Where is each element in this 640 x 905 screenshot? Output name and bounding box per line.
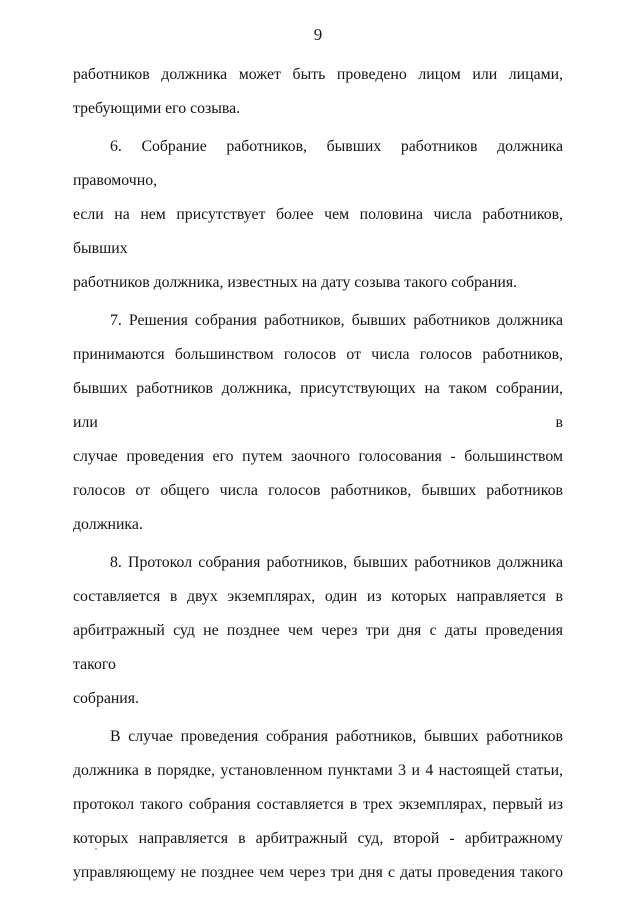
text-line: работников должника может быть проведено лицом или лицами, bbox=[73, 66, 563, 83]
paragraph bbox=[73, 130, 563, 300]
text-line: требующими его созыва. bbox=[73, 100, 241, 117]
text-line: должника. bbox=[73, 516, 143, 533]
text-line: арбитражный суд не позднее чем через три дня с даты проведения такого bbox=[73, 622, 563, 673]
text-line: собрания. bbox=[73, 690, 139, 707]
scan-artifact-dot bbox=[95, 848, 97, 850]
text-line: если на нем присутствует более чем половина числа работников, бывших bbox=[73, 206, 563, 257]
text-line: бывших работников должника, присутствующих на таком собрании, или в bbox=[73, 380, 563, 431]
text-line: В случае проведения собрания работников, бывших работников bbox=[110, 728, 563, 745]
text-line: 7. Решения собрания работников, бывших работников должника bbox=[110, 312, 563, 329]
text-line: случае проведения его путем заочного голосования - большинством bbox=[73, 448, 563, 465]
text-line: должника в порядке, установленном пунктами 3 и 4 настоящей статьи, bbox=[73, 762, 563, 779]
page-number: 9 bbox=[313, 25, 323, 44]
paragraph bbox=[73, 546, 563, 716]
text-line: 8. Протокол собрания работников, бывших работников должника bbox=[110, 554, 563, 571]
text-line: управляющему не позднее чем через три дня с даты проведения такого bbox=[73, 864, 563, 881]
text-line: принимаются большинством голосов от числа голосов работников, bbox=[73, 346, 563, 363]
document-body bbox=[73, 58, 563, 890]
text-line: голосов от общего числа голосов работников, бывших работников bbox=[73, 482, 563, 499]
paragraph bbox=[73, 304, 563, 542]
text-line: составляется в двух экземплярах, один из которых направляется в bbox=[73, 588, 563, 605]
paragraph bbox=[73, 720, 563, 890]
paragraph bbox=[73, 58, 563, 126]
text-line: которых направляется в арбитражный суд, второй - арбитражному bbox=[73, 830, 563, 847]
text-line: протокол такого собрания составляется в трех экземплярах, первый из bbox=[73, 796, 563, 813]
text-line: работников должника, известных на дату созыва такого собрания. bbox=[73, 274, 518, 291]
text-line: 6. Собрание работников, бывших работников должника правомочно, bbox=[73, 138, 563, 189]
